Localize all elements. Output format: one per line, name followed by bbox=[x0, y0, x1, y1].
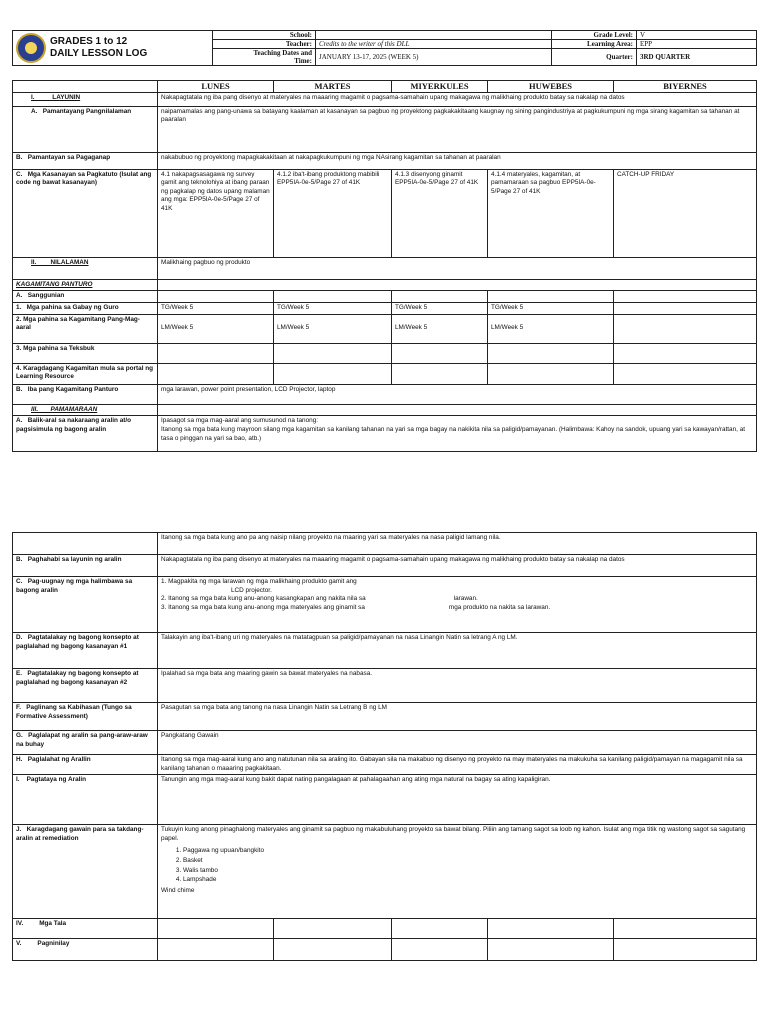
header-logo-cell bbox=[13, 31, 213, 66]
lm-lunes: LM/Week 5 bbox=[158, 314, 274, 343]
list-item: 2. Basket bbox=[183, 857, 753, 866]
header-table bbox=[12, 30, 757, 66]
karagdagang-gawain-list bbox=[161, 847, 753, 884]
layunin-label: I. LAYUNIN bbox=[13, 92, 158, 106]
pag-uugnay-item3-b: mga produkto na nakita sa larawan. bbox=[448, 603, 551, 611]
pag-uugnay-label: C. Pag-uugnay ng mga halimbawa sa bagong aralin bbox=[13, 577, 158, 633]
kasanayan-miyerkules: 4.1.3 disenyong ginamit EPP5IA-0e-5/Page 27 of 41K bbox=[392, 169, 488, 257]
gabay-lunes: TG/Week 5 bbox=[158, 302, 274, 314]
paglalapat-label: G. Paglalapat ng aralin sa pang-araw-araw na buhay bbox=[13, 731, 158, 755]
list-item: 3. Walis tambo bbox=[183, 867, 753, 876]
empty-cell bbox=[392, 919, 488, 939]
paghahabi-text: Nakapagtatala ng iba pang disenyo at materyales na maaaring magamit o pagsama-samahain upang makagawa ng malikhaing produkto batay sa nakalap na datos bbox=[158, 555, 757, 577]
empty-cell bbox=[488, 939, 614, 961]
empty-cell bbox=[614, 291, 757, 303]
grade-value: V bbox=[637, 31, 757, 40]
school-label: School: bbox=[213, 31, 316, 40]
gabay-huwebes: TG/Week 5 bbox=[488, 302, 614, 314]
dates-label-1: Teaching Dates and bbox=[253, 49, 312, 57]
paglalahat-text: Itanong sa mga mag-aaral kung ano ang natutunan nila sa araling ito. Gabayan sila na makabuo ng disenyo ng proyekto na may materyales na makukuha sa kanilang paligid/pamayan na magagamit nila sa kanilang tahanan o maaaring pagkakitaan. bbox=[158, 755, 757, 775]
layunin-text: Nakapagtatala ng iba pang disenyo at materyales na maaaring magamit o pagsama-samahain upang makagawa ng malikhaing produkto batay sa nakalap na datos bbox=[158, 92, 757, 106]
pagtatalakay-2-text: Ipalahad sa mga bata ang maaring gawin sa bawat materyales na nabasa. bbox=[158, 669, 757, 703]
list-item: 4. Lampshade bbox=[183, 876, 753, 885]
pag-uugnay-item3 bbox=[161, 604, 753, 613]
balik-aral-line1: Ipasagot sa mga mag-aaral ang sumusunod na tanong: bbox=[161, 417, 319, 425]
empty-cell bbox=[488, 291, 614, 303]
empty-cell bbox=[158, 291, 274, 303]
quarter-value: 3RD QUARTER bbox=[637, 49, 757, 66]
pamamaraan-empty bbox=[158, 404, 757, 416]
nilalaman-text: Malikhaing pagbuo ng produkto bbox=[158, 257, 757, 279]
empty-cell bbox=[614, 343, 757, 363]
empty-cell bbox=[274, 363, 392, 384]
pagtatalakay-1-text: Talakayin ang iba't-ibang uri ng materyales na matatagpuan sa paligid/pamayanan na nasa Linangin Natin sa letrang A ng LM. bbox=[158, 633, 757, 669]
gabay-guro-label: 1. Mga pahina sa Gabay ng Guro bbox=[13, 302, 158, 314]
pamantayang-pangnilalaman-text: naipamamalas ang pang-unawa sa batayang kaalaman at kasanayan sa pagbuo ng proyektong pagkakakitaang kaugnay ng sining pangindustriya at pagkukumpuni ng mga sirang kagamitan sa tahanan at paaralan bbox=[158, 106, 757, 152]
gabay-miyerkules: TG/Week 5 bbox=[392, 302, 488, 314]
pagtatalakay-2-label: E. Pagtatalakay ng bagong konsepto at paglalahad ng bagong kasanayan #2 bbox=[13, 669, 158, 703]
sanggunian-label: A. Sanggunian bbox=[13, 291, 158, 303]
empty-cell bbox=[13, 533, 158, 555]
pag-uugnay-item2-a: 2. Itanong sa mga bata kung anu-anong kasangkapan ang nakita nila sa bbox=[161, 595, 366, 603]
kagamitang-mag-aaral-label: 2. Mga pahina sa Kagamitang Pang-Mag-aaral bbox=[13, 314, 158, 343]
deped-seal-icon bbox=[16, 33, 46, 63]
empty-cell bbox=[614, 302, 757, 314]
empty-cell bbox=[274, 291, 392, 303]
quarter-label: Quarter: bbox=[552, 49, 637, 66]
iba-pang-kagamitan-text: mga larawan, power point presentation, LCD Projector, laptop bbox=[158, 384, 757, 404]
paglalahat-label: H. Paglalahat ng Arallin bbox=[13, 755, 158, 775]
karagdagang-gawain-cell bbox=[158, 825, 757, 919]
empty-cell bbox=[614, 314, 757, 343]
day-biyernes: BIYERNES bbox=[614, 81, 757, 93]
lm-huwebes: LM/Week 5 bbox=[488, 314, 614, 343]
lm-miyerkules: LM/Week 5 bbox=[392, 314, 488, 343]
lesson-table-page1 bbox=[12, 80, 757, 452]
empty-cell bbox=[158, 343, 274, 363]
balik-aral-line2: Itanong sa mga bata kung mayroon silang mga kagamitan sa kanilang tahanan na yari sa mga bagay na nakikita nila sa paligid/pamayanan. (Halimbawa: Kahoy na sandok, upuang yari sa kawayan/rattan, at tasa o pinggan na yari sa bao, atb.) bbox=[161, 425, 746, 442]
empty-cell bbox=[488, 343, 614, 363]
teksbuk-label: 3. Mga pahina sa Teksbuk bbox=[13, 343, 158, 363]
kagamitan-panturo-empty bbox=[158, 279, 757, 291]
empty-cell bbox=[274, 343, 392, 363]
dates-label bbox=[213, 49, 316, 66]
pag-uugnay-item1-a: 1. Magpakita ng mga larawan ng mga malikhaing produkto gamit ang bbox=[161, 578, 357, 585]
empty-cell bbox=[392, 343, 488, 363]
empty-cell bbox=[488, 363, 614, 384]
paglinang-label: F. Paglinang sa Kabihasan (Tungo sa Formative Assessment) bbox=[13, 703, 158, 731]
title-line1: GRADES 1 to 12 bbox=[50, 36, 128, 47]
lesson-table-page2 bbox=[12, 532, 757, 961]
dates-label-2: Time: bbox=[294, 57, 312, 65]
pag-uugnay-item3-a: 3. Itanong sa mga bata kung anu-anong mga materyales ang ginamit sa bbox=[161, 603, 365, 611]
list-item: 1. Paggawa ng upuan/bangkito bbox=[183, 847, 753, 856]
balik-aral-label: A. Balik-aral sa nakaraang aralin at/o pagsisimula ng bagong aralin bbox=[13, 416, 158, 452]
empty-cell bbox=[614, 939, 757, 961]
lm-martes: LM/Week 5 bbox=[274, 314, 392, 343]
nilalaman-label: II. NILALAMAN bbox=[13, 257, 158, 279]
pamamaraan-label: III. PAMAMARAAN bbox=[13, 404, 158, 416]
day-miyerkules: MIYERKULES bbox=[392, 81, 488, 93]
pagtatalakay-1-label: D. Pagtatalakay ng bagong konsepto at paglalahad ng bagong kasanayan #1 bbox=[13, 633, 158, 669]
pag-uugnay-item1 bbox=[161, 578, 753, 587]
school-value bbox=[316, 31, 552, 40]
gabay-martes: TG/Week 5 bbox=[274, 302, 392, 314]
mga-tala-label: IV. Mga Tala bbox=[13, 919, 158, 939]
pag-uugnay-item1-b: LCD projector. bbox=[231, 586, 272, 594]
karagdagang-gawain-label: J. Karagdagang gawain para sa takdang-aralin at remediation bbox=[13, 825, 158, 919]
paglalapat-text: Pangkatang Gawain bbox=[158, 731, 757, 755]
teacher-value: Credits to the writer of this DLL bbox=[316, 40, 552, 49]
pag-uugnay-text bbox=[158, 577, 757, 633]
empty-cell bbox=[158, 939, 274, 961]
teacher-label: Teacher: bbox=[213, 40, 316, 49]
empty-cell bbox=[488, 919, 614, 939]
empty-cell bbox=[158, 363, 274, 384]
blank-head bbox=[13, 81, 158, 93]
kasanayan-martes: 4.1.2 iba't-ibang produktong mabibili EPP5IA-0e-5/Page 27 of 41K bbox=[274, 169, 392, 257]
empty-cell bbox=[614, 363, 757, 384]
pagtataya-label: I. Pagtataya ng Aralin bbox=[13, 775, 158, 825]
balik-aral-continued: Itanong sa mga bata kung ano pa ang naisip nilang proyekto na maaring yari sa materyales na nasa paligid lamang nila. bbox=[158, 533, 757, 555]
karagdagang-gawain-text: Tukuyin kung anong pinaghalong materyales ang ginamit sa pagbuo ng makabuluhang proyekto sa bawat bilang. Piliin ang tamang sagot sa loob ng kahon. Isulat ang mga titik ng wastong sagot sa sagutang papel. bbox=[161, 826, 746, 842]
title-line2: DAILY LESSON LOG bbox=[50, 48, 148, 59]
day-huwebes: HUWEBES bbox=[488, 81, 614, 93]
area-label: Learning Area: bbox=[552, 40, 637, 49]
learning-resource-label: 4. Karagdagang Kagamitan mula sa portal ng Learning Resource bbox=[13, 363, 158, 384]
kasanayan-huwebes: 4.1.4 materyales, kagamitan, at pamamaraan sa pagbuo EPP5IA-0e-5/Page 27 of 41K bbox=[488, 169, 614, 257]
pamantayan-pagganap-label: B. Pamantayan sa Pagaganap bbox=[13, 152, 158, 169]
empty-cell bbox=[274, 919, 392, 939]
paghahabi-label: B. Paghahabi sa layunin ng aralin bbox=[13, 555, 158, 577]
pagtataya-text: Tanungin ang mga mag-aaral kung bakit dapat nating pangalagaan at pahalagaahan ang ating mga natural na bagay sa ating kapaligiran. bbox=[158, 775, 757, 825]
empty-cell bbox=[392, 291, 488, 303]
empty-cell bbox=[392, 363, 488, 384]
day-martes: MARTES bbox=[274, 81, 392, 93]
dates-value: JANUARY 13-17, 2025 (WEEK 5) bbox=[316, 49, 552, 66]
empty-cell bbox=[614, 919, 757, 939]
pamantayan-pagganap-text: nakabubuo ng proyektong mapagkakakitaan at nakapagkukumpuni ng mga NAsirang kagamitan sa tahanan at paaralan bbox=[158, 152, 757, 169]
pamantayang-pangnilalaman-label: A. Pamantayang Pangnilalaman bbox=[13, 106, 158, 152]
iba-pang-kagamitan-label: B. Iba pang Kagamitang Panturo bbox=[13, 384, 158, 404]
kagamitan-panturo-label: KAGAMITANG PANTURO bbox=[13, 279, 158, 291]
pag-uugnay-item2-b: larawan. bbox=[453, 595, 478, 603]
area-value: EPP bbox=[637, 40, 757, 49]
pagninilay-label: V. Pagninilay bbox=[13, 939, 158, 961]
paglinang-text: Pasagutan sa mga bata ang tanong na nasa Linangin Natin sa Letrang B ng LM bbox=[158, 703, 757, 731]
grade-label: Grade Level: bbox=[552, 31, 637, 40]
empty-cell bbox=[392, 939, 488, 961]
karagdagang-gawain-last: Wind chime bbox=[161, 886, 195, 894]
day-lunes: LUNES bbox=[158, 81, 274, 93]
empty-cell bbox=[158, 919, 274, 939]
kasanayan-lunes: 4.1 nakapagsasagawa ng survey gamit ang teknolohiya at ibang paraan ng pagkalap ng datos upang malaman ang mga: EPP5IA-0e-5/Page 27 of 41K bbox=[158, 169, 274, 257]
empty-cell bbox=[274, 939, 392, 961]
balik-aral-text bbox=[158, 416, 757, 452]
pag-uugnay-item2 bbox=[161, 595, 753, 604]
kasanayan-biyernes: CATCH-UP FRIDAY bbox=[614, 169, 757, 257]
kasanayan-label: C. Mga Kasanayan sa Pagkatuto (Isulat ang code ng bawat kasanayan) bbox=[13, 169, 158, 257]
